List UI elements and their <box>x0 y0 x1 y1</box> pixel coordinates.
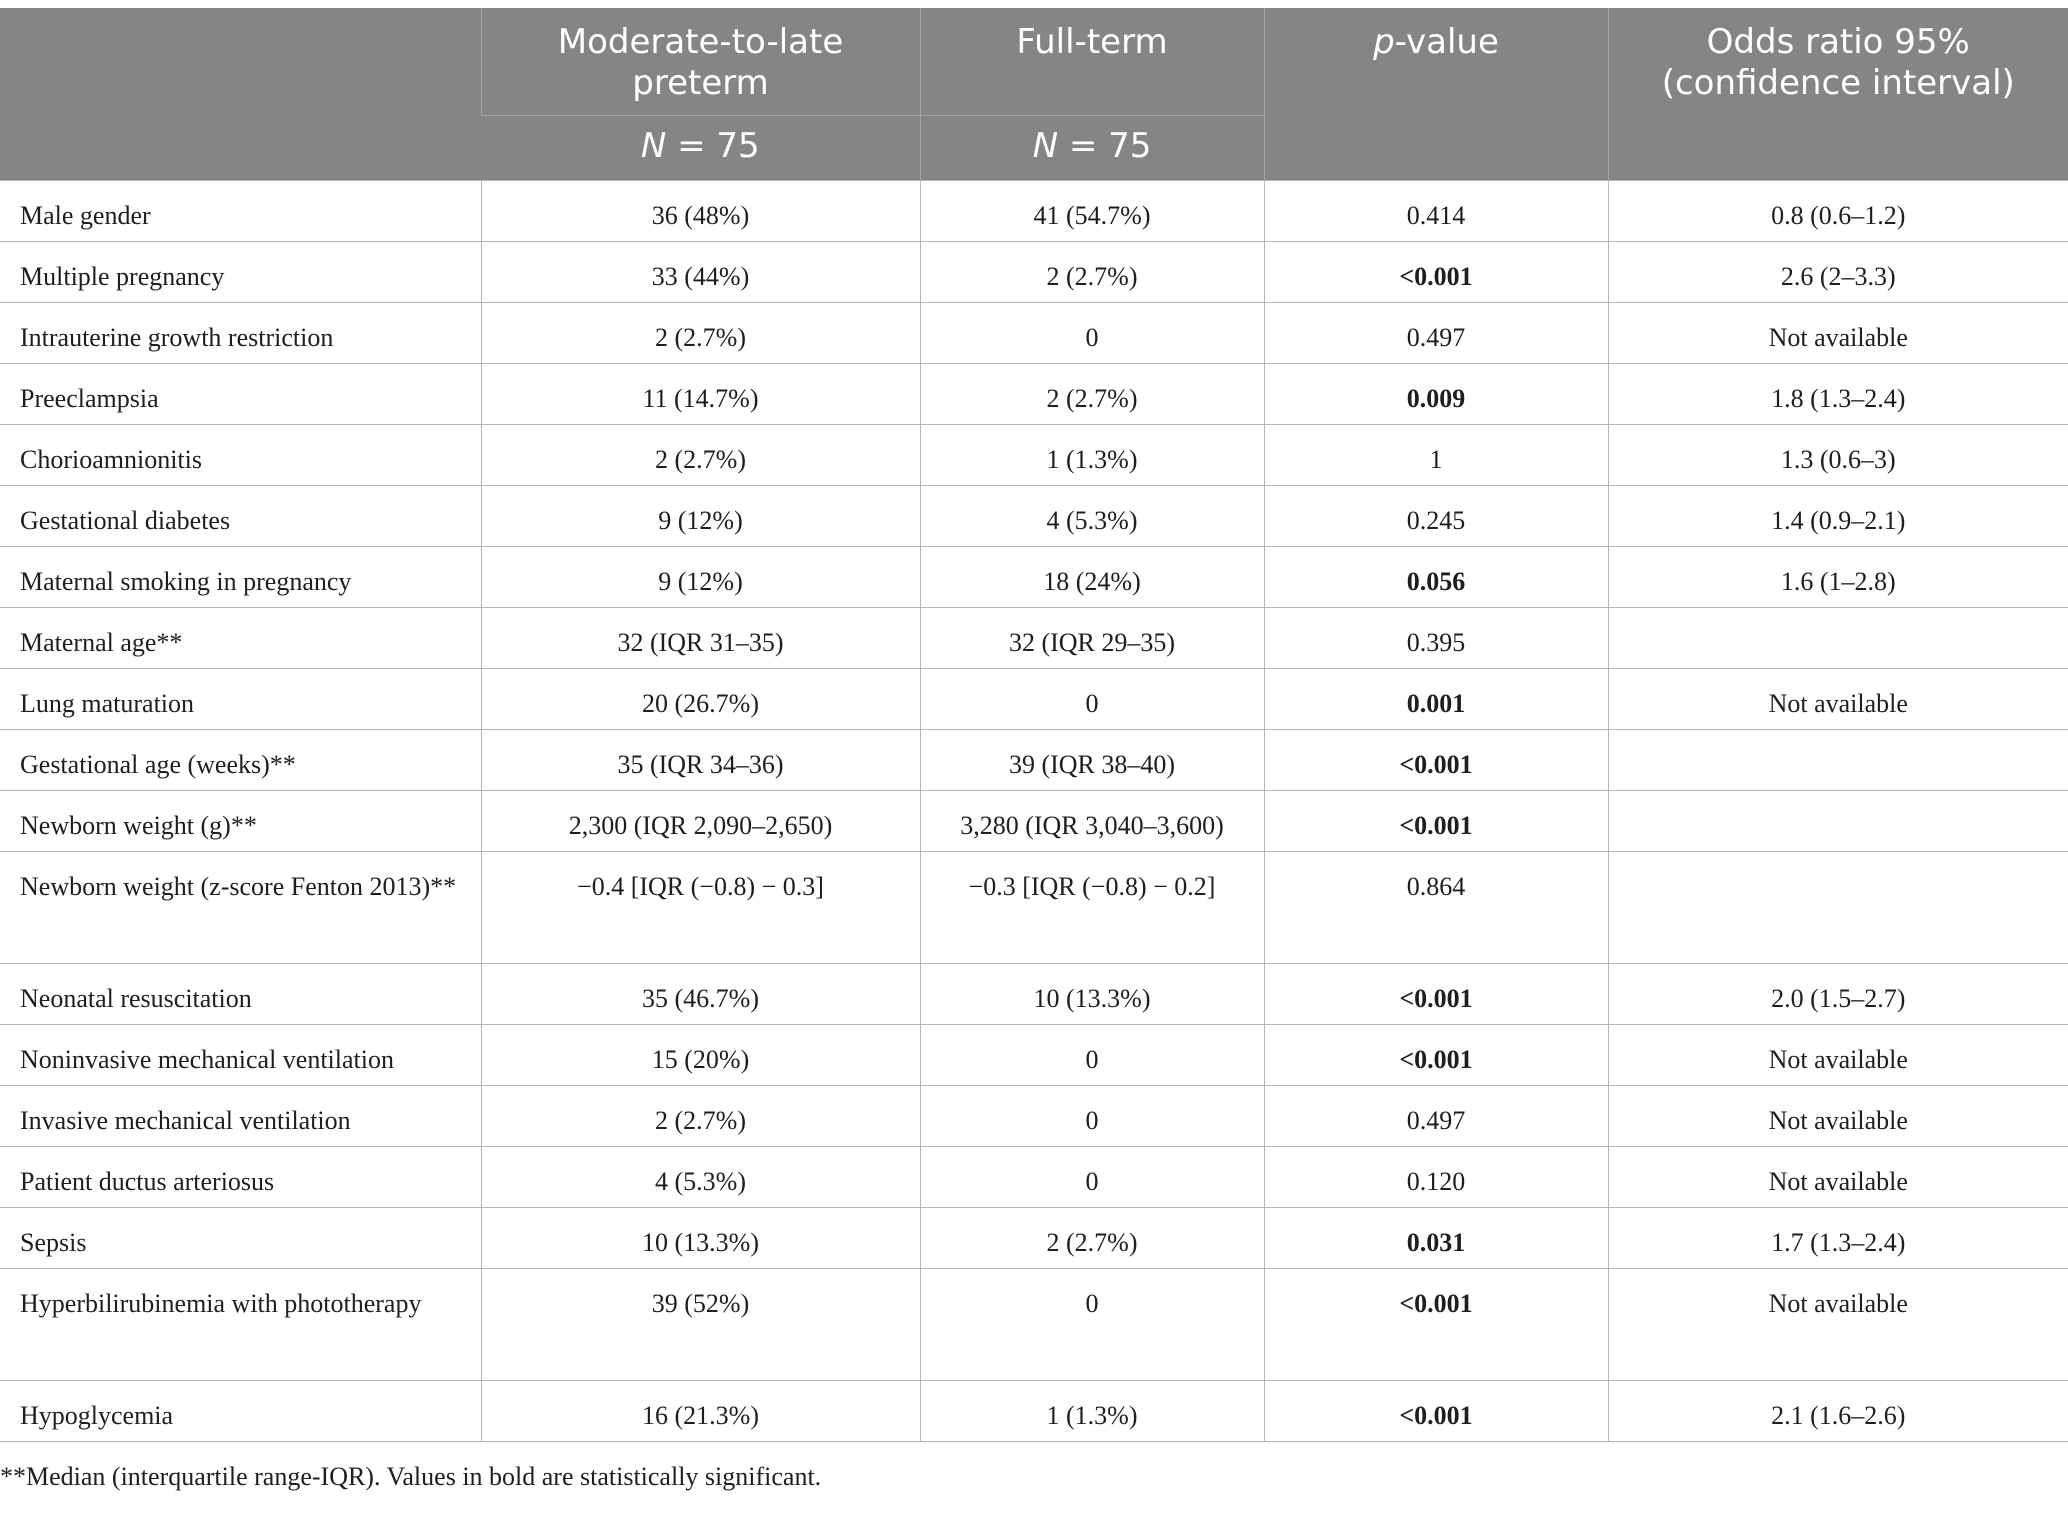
p-value: <0.001 <box>1264 242 1608 303</box>
row-label: Neonatal resuscitation <box>0 964 481 1025</box>
odds-ratio-value: Not available <box>1608 1147 2068 1208</box>
p-value: 0.395 <box>1264 608 1608 669</box>
table-row <box>0 1381 2068 1442</box>
header-odds-ratio: Odds ratio 95% (confidence interval) <box>1608 8 2068 181</box>
row-label: Gestational diabetes <box>0 486 481 547</box>
preterm-value: 20 (26.7%) <box>481 669 920 730</box>
header-preterm: Moderate-to-late preterm <box>481 8 920 116</box>
fullterm-value: 2 (2.7%) <box>920 242 1264 303</box>
preterm-value: 2 (2.7%) <box>481 303 920 364</box>
fullterm-value: 0 <box>920 1025 1264 1086</box>
p-value: 0.497 <box>1264 1086 1608 1147</box>
preterm-value: 35 (IQR 34–36) <box>481 730 920 791</box>
table-row <box>0 791 2068 852</box>
odds-ratio-value: 1.7 (1.3–2.4) <box>1608 1208 2068 1269</box>
header-p-rest: -value <box>1394 22 1499 62</box>
table-row <box>0 425 2068 486</box>
p-value: <0.001 <box>1264 1269 1608 1381</box>
odds-ratio-value <box>1608 852 2068 964</box>
fullterm-value: 0 <box>920 1269 1264 1381</box>
preterm-value: 9 (12%) <box>481 486 920 547</box>
p-value: 0.031 <box>1264 1208 1608 1269</box>
preterm-value: 35 (46.7%) <box>481 964 920 1025</box>
fullterm-value: 32 (IQR 29–35) <box>920 608 1264 669</box>
p-value: 0.864 <box>1264 852 1608 964</box>
p-value: <0.001 <box>1264 730 1608 791</box>
header-blank-cell <box>0 8 481 181</box>
fullterm-value: −0.3 [IQR (−0.8) − 0.2] <box>920 852 1264 964</box>
odds-ratio-value: 2.1 (1.6–2.6) <box>1608 1381 2068 1442</box>
table-row <box>0 1025 2068 1086</box>
odds-ratio-value: Not available <box>1608 1269 2068 1381</box>
p-value: <0.001 <box>1264 1381 1608 1442</box>
table-row <box>0 669 2068 730</box>
p-value: 0.009 <box>1264 364 1608 425</box>
preterm-value: 33 (44%) <box>481 242 920 303</box>
preterm-n-value: = 75 <box>666 126 760 166</box>
odds-ratio-value: 1.3 (0.6–3) <box>1608 425 2068 486</box>
row-label: Newborn weight (g)** <box>0 791 481 852</box>
preterm-value: 9 (12%) <box>481 547 920 608</box>
table-row <box>0 1208 2068 1269</box>
fullterm-value: 0 <box>920 1147 1264 1208</box>
row-label: Sepsis <box>0 1208 481 1269</box>
fullterm-value: 1 (1.3%) <box>920 425 1264 486</box>
p-value: 0.414 <box>1264 181 1608 242</box>
row-label: Newborn weight (z-score Fenton 2013)** <box>0 852 481 964</box>
preterm-value: 39 (52%) <box>481 1269 920 1381</box>
fullterm-n-letter: N <box>1032 126 1059 166</box>
header-p-value <box>1264 8 1608 181</box>
preterm-value: 15 (20%) <box>481 1025 920 1086</box>
odds-ratio-value: 0.8 (0.6–1.2) <box>1608 181 2068 242</box>
table-row <box>0 730 2068 791</box>
p-value: <0.001 <box>1264 964 1608 1025</box>
table-row <box>0 964 2068 1025</box>
preterm-n-letter: N <box>640 126 667 166</box>
row-label: Hyperbilirubinemia with phototherapy <box>0 1269 481 1381</box>
fullterm-value: 2 (2.7%) <box>920 364 1264 425</box>
header-row-titles <box>0 8 2068 116</box>
preterm-value: 36 (48%) <box>481 181 920 242</box>
fullterm-value: 41 (54.7%) <box>920 181 1264 242</box>
p-value: 0.245 <box>1264 486 1608 547</box>
preterm-value: 2 (2.7%) <box>481 425 920 486</box>
p-value: 0.001 <box>1264 669 1608 730</box>
row-label: Preeclampsia <box>0 364 481 425</box>
row-label: Patient ductus arteriosus <box>0 1147 481 1208</box>
preterm-value: −0.4 [IQR (−0.8) − 0.3] <box>481 852 920 964</box>
table-row <box>0 242 2068 303</box>
table-row <box>0 1147 2068 1208</box>
odds-ratio-value: Not available <box>1608 303 2068 364</box>
odds-ratio-value: 1.6 (1–2.8) <box>1608 547 2068 608</box>
table-row <box>0 1269 2068 1381</box>
row-label: Noninvasive mechanical ventilation <box>0 1025 481 1086</box>
odds-ratio-value <box>1608 730 2068 791</box>
header-fullterm: Full-term <box>920 8 1264 116</box>
odds-ratio-value: Not available <box>1608 1086 2068 1147</box>
odds-ratio-value: Not available <box>1608 669 2068 730</box>
odds-ratio-value: 1.8 (1.3–2.4) <box>1608 364 2068 425</box>
preterm-value: 2,300 (IQR 2,090–2,650) <box>481 791 920 852</box>
fullterm-value: 39 (IQR 38–40) <box>920 730 1264 791</box>
row-label: Gestational age (weeks)** <box>0 730 481 791</box>
preterm-value: 4 (5.3%) <box>481 1147 920 1208</box>
row-label: Chorioamnionitis <box>0 425 481 486</box>
preterm-value: 16 (21.3%) <box>481 1381 920 1442</box>
fullterm-value: 2 (2.7%) <box>920 1208 1264 1269</box>
odds-ratio-value <box>1608 608 2068 669</box>
table-header <box>0 8 2068 181</box>
row-label: Multiple pregnancy <box>0 242 481 303</box>
row-label: Invasive mechanical ventilation <box>0 1086 481 1147</box>
row-label: Intrauterine growth restriction <box>0 303 481 364</box>
table-row <box>0 608 2068 669</box>
odds-ratio-value <box>1608 791 2068 852</box>
odds-ratio-value: Not available <box>1608 1025 2068 1086</box>
p-value: 0.497 <box>1264 303 1608 364</box>
header-preterm-n <box>481 116 920 181</box>
preterm-value: 32 (IQR 31–35) <box>481 608 920 669</box>
p-value: <0.001 <box>1264 791 1608 852</box>
data-table-container <box>0 8 2068 1442</box>
table-row <box>0 364 2068 425</box>
p-value: <0.001 <box>1264 1025 1608 1086</box>
table-row <box>0 303 2068 364</box>
fullterm-value: 3,280 (IQR 3,040–3,600) <box>920 791 1264 852</box>
odds-ratio-value: 2.0 (1.5–2.7) <box>1608 964 2068 1025</box>
header-fullterm-n <box>920 116 1264 181</box>
table-footnote: **Median (interquartile range-IQR). Values in bold are statistically significant. <box>0 1462 822 1491</box>
p-value: 0.056 <box>1264 547 1608 608</box>
row-label: Maternal age** <box>0 608 481 669</box>
fullterm-value: 0 <box>920 1086 1264 1147</box>
table-row <box>0 1086 2068 1147</box>
table-row <box>0 547 2068 608</box>
row-label: Maternal smoking in pregnancy <box>0 547 481 608</box>
table-body <box>0 181 2068 1442</box>
results-table <box>0 8 2068 1442</box>
row-label: Hypoglycemia <box>0 1381 481 1442</box>
preterm-value: 10 (13.3%) <box>481 1208 920 1269</box>
p-value: 1 <box>1264 425 1608 486</box>
odds-ratio-value: 2.6 (2–3.3) <box>1608 242 2068 303</box>
fullterm-value: 0 <box>920 303 1264 364</box>
table-row <box>0 852 2068 964</box>
row-label: Lung maturation <box>0 669 481 730</box>
fullterm-value: 0 <box>920 669 1264 730</box>
fullterm-n-value: = 75 <box>1058 126 1152 166</box>
fullterm-value: 10 (13.3%) <box>920 964 1264 1025</box>
preterm-value: 11 (14.7%) <box>481 364 920 425</box>
odds-ratio-value: 1.4 (0.9–2.1) <box>1608 486 2068 547</box>
row-label: Male gender <box>0 181 481 242</box>
p-value: 0.120 <box>1264 1147 1608 1208</box>
header-p-italic: p <box>1373 22 1395 62</box>
fullterm-value: 1 (1.3%) <box>920 1381 1264 1442</box>
fullterm-value: 18 (24%) <box>920 547 1264 608</box>
fullterm-value: 4 (5.3%) <box>920 486 1264 547</box>
preterm-value: 2 (2.7%) <box>481 1086 920 1147</box>
table-row <box>0 181 2068 242</box>
table-row <box>0 486 2068 547</box>
